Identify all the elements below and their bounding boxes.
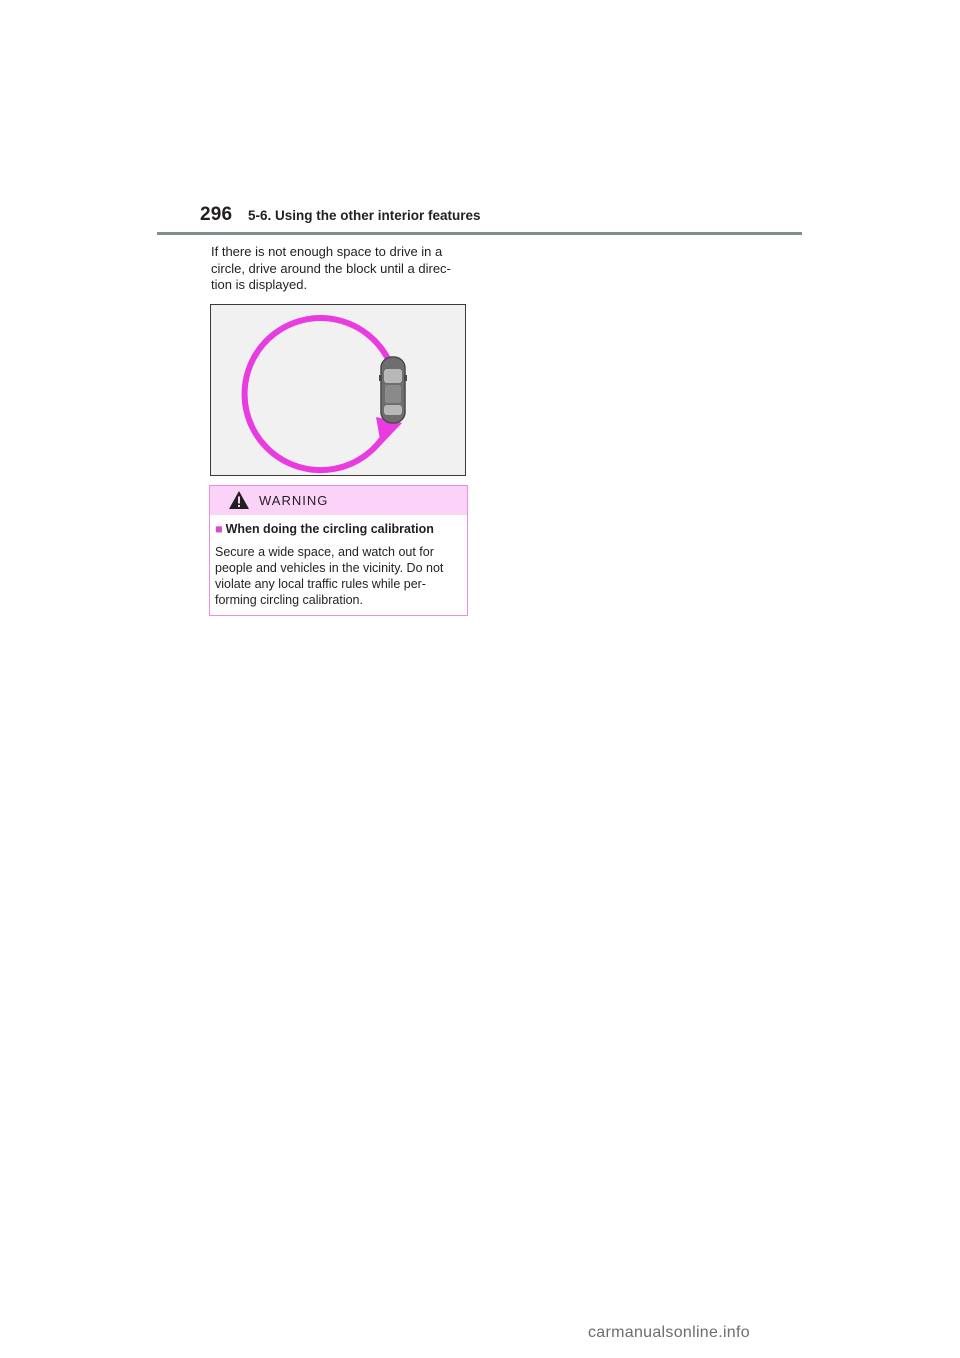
square-bullet-icon: ■	[215, 522, 223, 536]
body-line: tion is displayed.	[211, 277, 308, 292]
header-rule	[157, 232, 802, 235]
car-top-view-icon	[379, 357, 407, 423]
warning-heading-text: When doing the circling calibration	[225, 522, 434, 536]
warning-header	[210, 486, 467, 515]
circling-illustration	[210, 304, 466, 476]
page-number: 296	[200, 204, 233, 225]
warning-heading	[215, 522, 434, 536]
section-title: 5-6. Using the other interior features	[248, 208, 481, 223]
warning-text	[215, 544, 443, 608]
body-line: circle, drive around the block until a direc-	[211, 260, 451, 276]
warning-triangle-icon	[228, 490, 250, 515]
circular-arrow-icon	[245, 318, 402, 470]
warning-label: WARNING	[259, 493, 329, 508]
body-line: If there is not enough space to drive in a	[211, 244, 443, 259]
body-paragraph	[211, 244, 473, 294]
warning-line: Secure a wide space, and watch out for	[215, 545, 434, 559]
warning-line: people and vehicles in the vicinity. Do not	[215, 561, 444, 575]
warning-line: forming circling calibration.	[215, 593, 363, 607]
warning-box	[209, 485, 468, 616]
warning-line: violate any local traffic rules while per-	[215, 577, 426, 591]
watermark: carmanualsonline.info	[588, 1324, 750, 1341]
